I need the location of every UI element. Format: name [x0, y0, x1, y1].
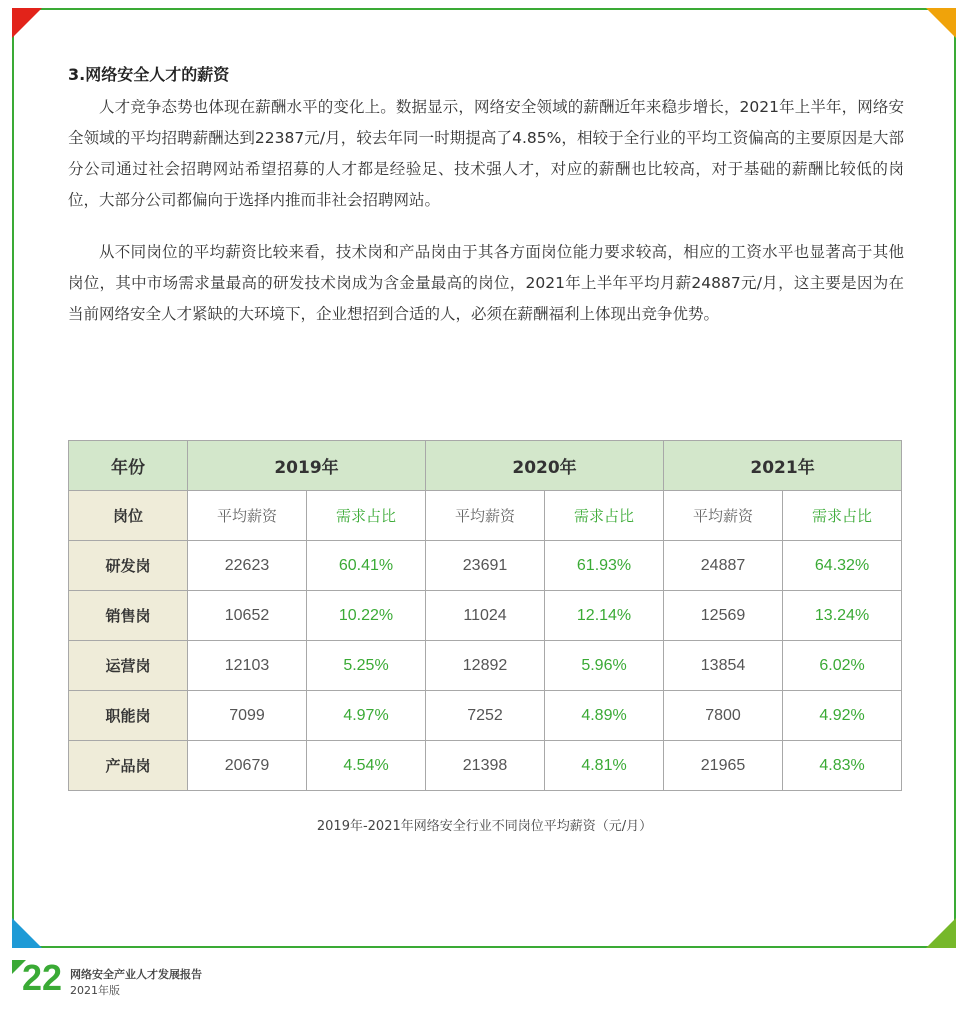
- table-row: [69, 691, 902, 741]
- demand-share-cell: 13.24%: [783, 591, 902, 641]
- salary-cell: 12569: [664, 591, 783, 641]
- salary-cell: 21398: [426, 741, 545, 791]
- row-position-label: 职能岗: [69, 691, 188, 741]
- salary-cell: 10652: [188, 591, 307, 641]
- paragraph-position-comparison: 从不同岗位的平均薪资比较来看，技术岗和产品岗由于其各方面岗位能力要求较高，相应的工资水平也显著高于其他岗位，其中市场需求量最高的研发技术岗成为含金量最高的岗位，2021年上半年平均月薪24887元/月，这主要是因为在当前网络安全人才紧缺的大环境下，企业想招到合适的人，必须在薪酬福利上体现出竞争优势。: [68, 243, 904, 323]
- subheader-salary: 平均薪资: [188, 491, 307, 541]
- table-row: [69, 641, 902, 691]
- demand-share-cell: 12.14%: [545, 591, 664, 641]
- page-number: 22: [22, 957, 63, 998]
- table-row: [69, 541, 902, 591]
- demand-share-cell: 5.96%: [545, 641, 664, 691]
- salary-cell: 20679: [188, 741, 307, 791]
- demand-share-cell: 4.92%: [783, 691, 902, 741]
- salary-cell: 21965: [664, 741, 783, 791]
- row-position-label: 研发岗: [69, 541, 188, 591]
- table-row: [69, 741, 902, 791]
- salary-cell: 7099: [188, 691, 307, 741]
- position-header: 岗位: [69, 491, 188, 541]
- salary-cell: 7252: [426, 691, 545, 741]
- demand-share-cell: 4.97%: [307, 691, 426, 741]
- corner-triangle-green: [926, 918, 956, 948]
- salary-cell: 12892: [426, 641, 545, 691]
- report-edition: 2021年版: [70, 984, 120, 997]
- demand-share-cell: 64.32%: [783, 541, 902, 591]
- salary-cell: 7800: [664, 691, 783, 741]
- demand-share-cell: 4.81%: [545, 741, 664, 791]
- paragraph-salary-trend: 人才竞争态势也体现在薪酬水平的变化上。数据显示，网络安全领域的薪酬近年来稳步增长，2021年上半年，网络安全领域的平均招聘薪酬达到22387元/月，较去年同一时期提高了4.85%，相较于全行业的平均工资偏高的主要原因是大部分公司通过社会招聘网站希望招募的人才都是经验足、技术强人才，对应的薪酬也比较高，对于基础的薪酬比较低的岗位，大部分公司都偏向于选择内推而非社会招聘网站。: [68, 98, 904, 209]
- demand-share-cell: 4.54%: [307, 741, 426, 791]
- demand-share-cell: 5.25%: [307, 641, 426, 691]
- row-position-label: 运营岗: [69, 641, 188, 691]
- table-subheader-row: [69, 491, 902, 541]
- table-caption: 2019年-2021年网络安全行业不同岗位平均薪资（元/月）: [316, 819, 653, 834]
- demand-share-cell: 10.22%: [307, 591, 426, 641]
- salary-cell: 24887: [664, 541, 783, 591]
- year-2020-header: 2020年: [426, 441, 664, 491]
- demand-share-cell: 60.41%: [307, 541, 426, 591]
- corner-triangle-red: [12, 8, 42, 38]
- subheader-demand-share: 需求占比: [783, 491, 902, 541]
- subheader-demand-share: 需求占比: [545, 491, 664, 541]
- demand-share-cell: 61.93%: [545, 541, 664, 591]
- row-position-label: 产品岗: [69, 741, 188, 791]
- subheader-demand-share: 需求占比: [307, 491, 426, 541]
- demand-share-cell: 4.89%: [545, 691, 664, 741]
- salary-cell: 13854: [664, 641, 783, 691]
- salary-cell: 23691: [426, 541, 545, 591]
- year-header: 年份: [69, 441, 188, 491]
- salary-cell: 22623: [188, 541, 307, 591]
- table-header-row: [69, 441, 902, 491]
- corner-triangle-orange: [926, 8, 956, 38]
- corner-triangle-blue: [12, 918, 42, 948]
- demand-share-cell: 4.83%: [783, 741, 902, 791]
- section-title: 3.网络安全人才的薪资: [68, 65, 230, 84]
- year-2019-header: 2019年: [188, 441, 426, 491]
- salary-cell: 11024: [426, 591, 545, 641]
- report-title: 网络安全产业人才发展报告: [70, 968, 202, 981]
- year-2021-header: 2021年: [664, 441, 902, 491]
- demand-share-cell: 6.02%: [783, 641, 902, 691]
- row-position-label: 销售岗: [69, 591, 188, 641]
- subheader-salary: 平均薪资: [426, 491, 545, 541]
- subheader-salary: 平均薪资: [664, 491, 783, 541]
- salary-table: [68, 440, 902, 791]
- salary-cell: 12103: [188, 641, 307, 691]
- table-row: [69, 591, 902, 641]
